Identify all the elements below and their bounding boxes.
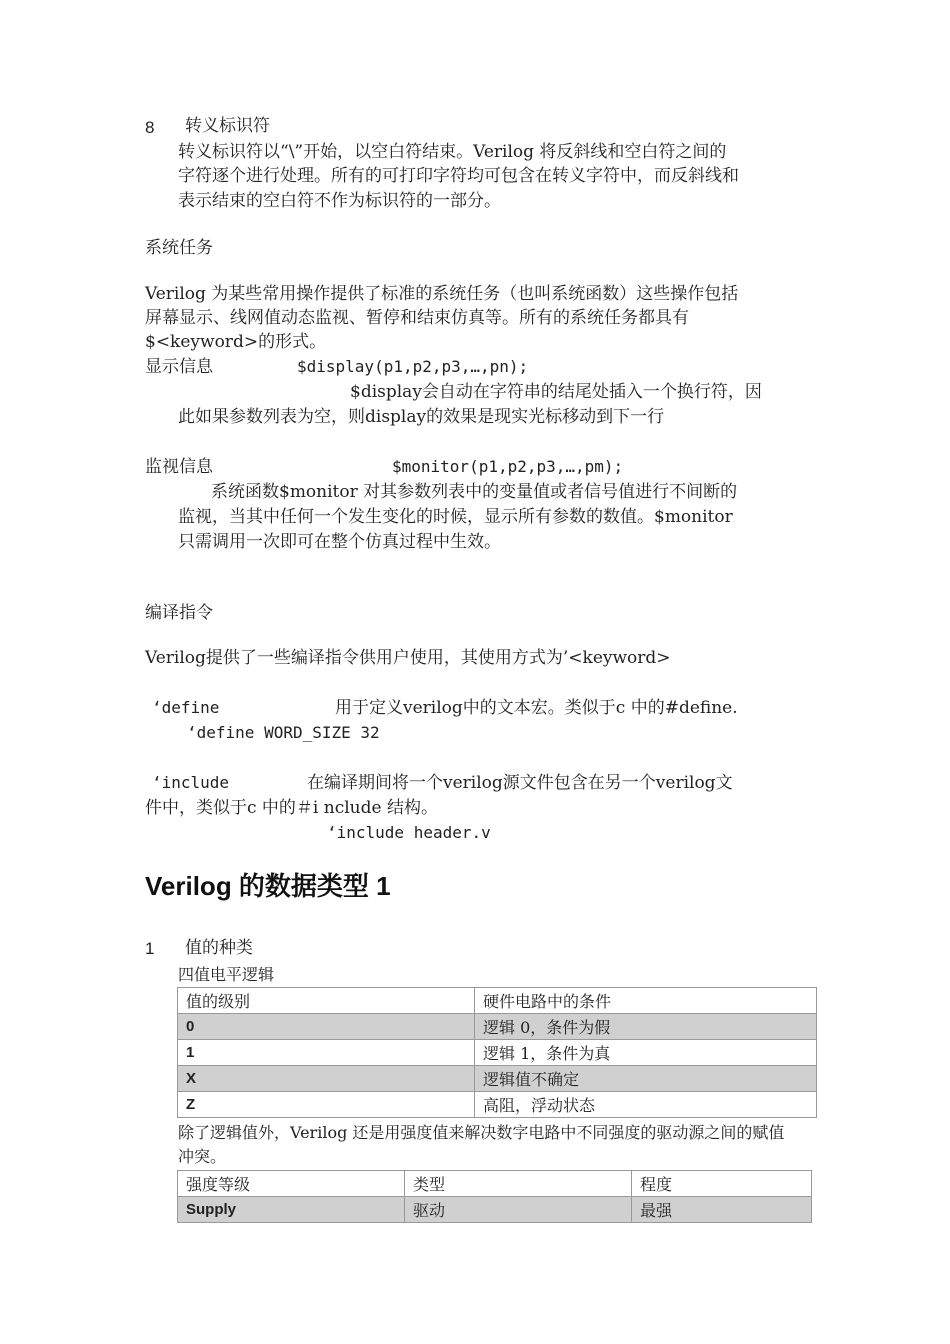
table-row [178, 1040, 817, 1066]
section-1-number: 1 [145, 939, 155, 958]
table-row [178, 1092, 817, 1118]
table-cell: 逻辑 1，条件为真 [475, 1040, 817, 1066]
table-header-cell: 程度 [632, 1171, 812, 1197]
display-desc-1: $display会自动在字符串的结尾处插入一个换行符，因 [350, 382, 762, 402]
display-code: $display(p1,p2,p3,…,pn); [297, 357, 529, 376]
system-task-line-2: 屏幕显示、线网值动态监视、暂停和结束仿真等。所有的系统任务都具有 [145, 308, 689, 328]
section-8-line-3: 表示结束的空白符不作为标识符的一部分。 [178, 191, 501, 211]
define-keyword: ‘define [152, 698, 220, 717]
display-desc-2: 此如果参数列表为空，则display的效果是现实光标移动到下一行 [178, 407, 665, 427]
monitor-label: 监视信息 [145, 457, 213, 477]
table-cell: 最强 [632, 1197, 812, 1223]
table-cell: Z [178, 1092, 475, 1118]
compile-intro: Verilog提供了一些编译指令供用户使用，其使用方式为’<keyword> [145, 648, 671, 668]
monitor-code: $monitor(p1,p2,p3,…,pm); [392, 457, 624, 476]
include-desc-2: 件中，类似于c 中的＃i nclude 结构。 [145, 798, 438, 818]
table-header-cell: 类型 [405, 1171, 632, 1197]
strength-para-2: 冲突。 [178, 1147, 227, 1166]
system-task-line-3: $<keyword>的形式。 [145, 332, 327, 352]
monitor-desc-3: 只需调用一次即可在整个仿真过程中生效。 [178, 532, 501, 552]
monitor-desc-2: 监视，当其中任何一个发生变化的时候，显示所有参数的数值。$monitor [178, 507, 733, 527]
include-desc: 在编译期间将一个verilog源文件包含在另一个verilog文 [307, 773, 733, 793]
table-header-cell: 值的级别 [178, 988, 475, 1014]
define-desc: 用于定义verilog中的文本宏。类似于c 中的#define. [335, 698, 738, 718]
table-row [178, 1197, 812, 1223]
display-label: 显示信息 [145, 357, 213, 377]
table-cell: 0 [178, 1014, 475, 1040]
section-8-line-2: 字符逐个进行处理。所有的可打印字符均可包含在转义字符中，而反斜线和 [178, 166, 739, 186]
table-cell: 驱动 [405, 1197, 632, 1223]
system-task-line-1: Verilog 为某些常用操作提供了标准的系统任务（也叫系统函数）这些操作包括 [145, 284, 739, 304]
table-header-row [178, 1171, 812, 1197]
section-8-line-1: 转义标识符以“\”开始，以空白符结束。Verilog 将反斜线和空白符之间的 [178, 142, 727, 162]
table-cell: 高阻，浮动状态 [475, 1092, 817, 1118]
table-row [178, 1066, 817, 1092]
system-task-title: 系统任务 [145, 238, 213, 258]
logic-value-table [177, 987, 817, 1118]
section-8-title: 转义标识符 [185, 116, 270, 136]
define-example: ‘define WORD_SIZE 32 [187, 723, 380, 742]
table-cell: 逻辑 0，条件为假 [475, 1014, 817, 1040]
include-keyword: ‘include [152, 773, 230, 792]
strength-para-1: 除了逻辑值外，Verilog 还是用强度值来解决数字电路中不同强度的驱动源之间的赋值 [178, 1123, 785, 1142]
strength-table [177, 1170, 812, 1223]
table-cell: 逻辑值不确定 [475, 1066, 817, 1092]
table-caption: 四值电平逻辑 [178, 965, 275, 984]
compile-title: 编译指令 [145, 603, 213, 623]
table-header-cell: 强度等级 [178, 1171, 405, 1197]
table-cell: 1 [178, 1040, 475, 1066]
table-row [178, 1014, 817, 1040]
include-example: ‘include header.v [327, 823, 491, 842]
section-8-number: 8 [145, 118, 155, 137]
table-header-row [178, 988, 817, 1014]
section-1-title: 值的种类 [185, 938, 253, 958]
table-header-cell: 硬件电路中的条件 [475, 988, 817, 1014]
monitor-desc-1: 系统函数$monitor 对其参数列表中的变量值或者信号值进行不间断的 [211, 482, 738, 502]
table-cell: X [178, 1066, 475, 1092]
table-cell: Supply [178, 1197, 405, 1223]
data-type-heading: Verilog 的数据类型 1 [145, 871, 391, 901]
